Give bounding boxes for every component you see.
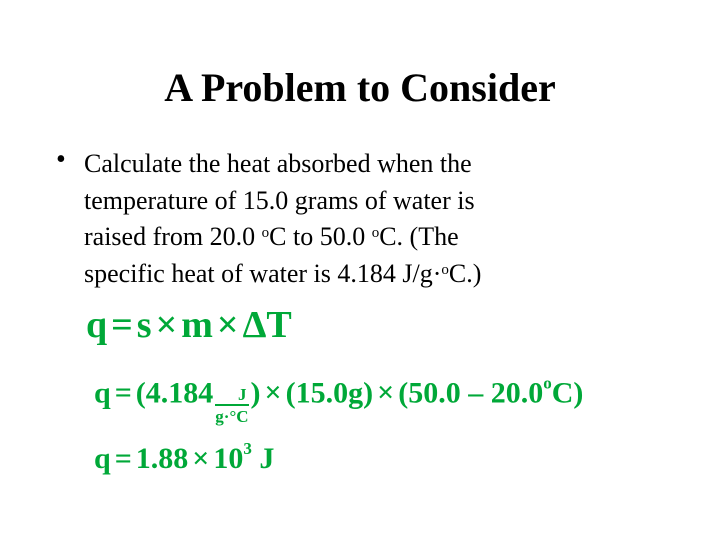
problem-line-3-c: C. (The bbox=[379, 222, 459, 251]
problem-line-1: Calculate the heat absorbed when the bbox=[84, 149, 472, 178]
eq2-celsius: C) bbox=[551, 376, 584, 410]
eq3-equals: = bbox=[114, 442, 132, 475]
eq3-q: q bbox=[94, 442, 111, 475]
problem-statement bbox=[84, 146, 604, 292]
eq2-fraction-numerator: J bbox=[215, 386, 248, 406]
eq2-specific-heat: (4.184 bbox=[135, 376, 214, 410]
eq1-delta-t: ΔT bbox=[242, 304, 292, 346]
problem-line-2: temperature of 15.0 grams of water is bbox=[84, 185, 475, 215]
eq2-equals: = bbox=[114, 376, 132, 410]
eq2-times: × bbox=[377, 376, 395, 410]
slide-title: A Problem to Consider bbox=[164, 65, 556, 110]
eq3-coefficient: 1.88 bbox=[135, 442, 189, 475]
equation-result bbox=[94, 439, 275, 475]
eq2-q: q bbox=[94, 376, 111, 410]
eq1-equals: = bbox=[111, 304, 133, 346]
eq1-m: m bbox=[181, 304, 213, 346]
eq3-base: 10 bbox=[213, 442, 244, 475]
eq2-mass: (15.0g) bbox=[285, 376, 374, 410]
degree-symbol: o bbox=[261, 225, 270, 241]
eq3-exponent: 3 bbox=[243, 439, 252, 458]
problem-line-3-b: C to 50.0 bbox=[269, 222, 372, 251]
bullet-marker: • bbox=[56, 144, 66, 175]
problem-line-4-b: C.) bbox=[448, 258, 482, 288]
eq3-unit: J bbox=[251, 442, 275, 475]
equation-heat-formula bbox=[86, 306, 292, 344]
eq3-times: × bbox=[192, 442, 210, 475]
eq1-q: q bbox=[86, 304, 108, 346]
eq1-s: s bbox=[136, 304, 152, 346]
eq2-times: × bbox=[264, 376, 282, 410]
problem-line-4-a: specific heat of water is 4.184 J/g· bbox=[84, 258, 442, 288]
eq1-times: × bbox=[216, 304, 239, 346]
degree-symbol: o bbox=[543, 373, 552, 393]
degree-symbol: o bbox=[371, 225, 380, 241]
problem-line-3-a: raised from 20.0 bbox=[84, 222, 262, 251]
eq2-close-paren: ) bbox=[250, 376, 261, 410]
eq2-fraction-denominator: g·°C bbox=[215, 407, 249, 426]
degree-symbol: o bbox=[441, 261, 449, 278]
problem-line-3 bbox=[84, 219, 604, 256]
problem-line-4 bbox=[84, 256, 604, 293]
eq2-temperature-change: (50.0 – 20.0 bbox=[398, 376, 544, 410]
equation-substitution bbox=[94, 373, 584, 426]
eq2-unit-fraction bbox=[215, 386, 248, 425]
eq1-times: × bbox=[155, 304, 178, 346]
